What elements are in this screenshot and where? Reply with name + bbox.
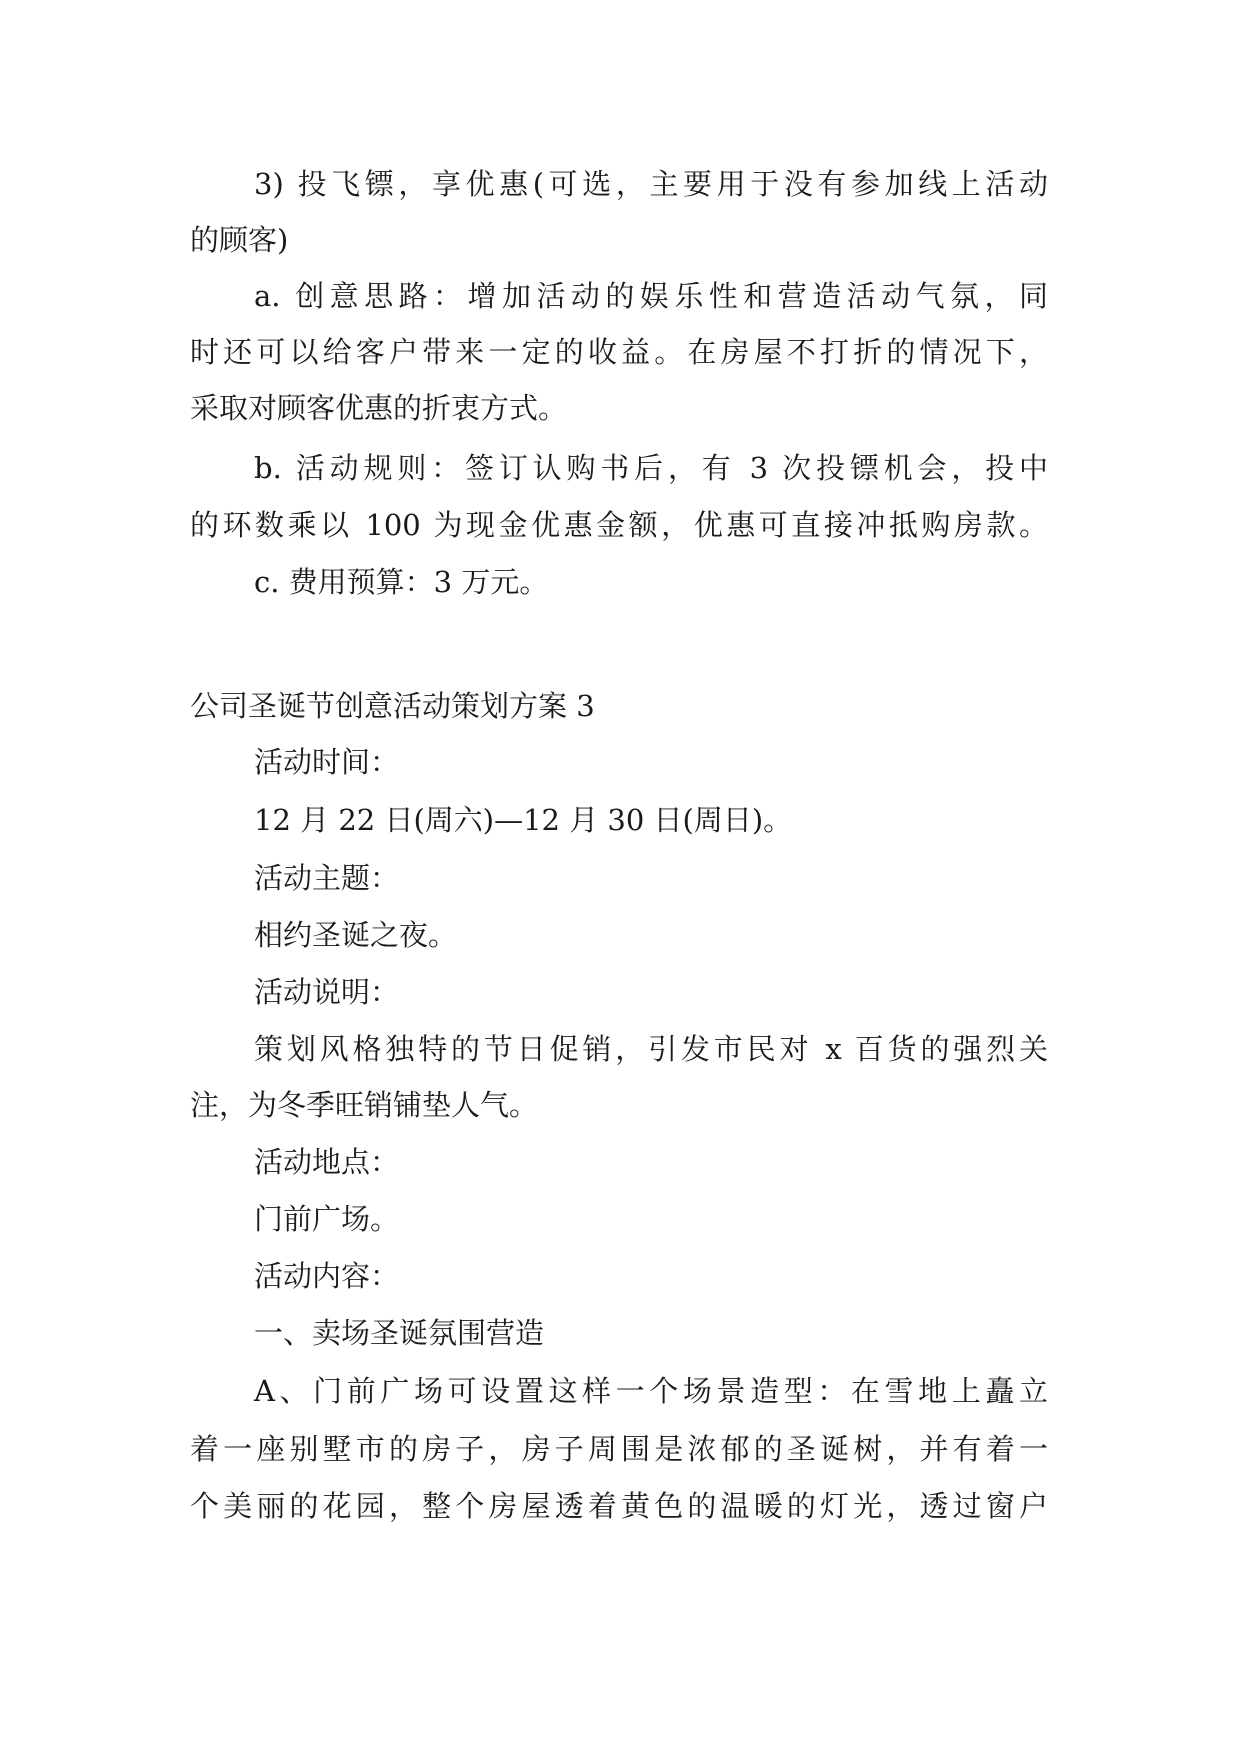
item-b-line1: b. 活动规则：签订认购书后，有 3 次投镖机会，投中 [254, 451, 1048, 485]
para-a-line1: A、门前广场可设置这样一个场景造型：在雪地上矗立 [254, 1374, 1048, 1408]
theme-label: 活动主题： [254, 861, 400, 895]
para-a-line3: 个美丽的花园，整个房屋透着黄色的温暖的灯光，透过窗户 [190, 1489, 1048, 1523]
item-c-line1: c. 费用预算：3 万元。 [254, 565, 549, 599]
desc-label: 活动说明： [254, 975, 400, 1009]
item-a-line3: 采取对顾客优惠的折衷方式。 [190, 391, 568, 425]
item3-line2: 的顾客) [190, 223, 289, 257]
para-a-line2: 着一座别墅市的房子，房子周围是浓郁的圣诞树，并有着一 [190, 1432, 1048, 1466]
desc-line1: 策划风格独特的节日促销，引发市民对 x 百货的强烈关 [254, 1032, 1048, 1066]
item-a-line2: 时还可以给客户带来一定的收益。在房屋不打折的情况下， [190, 335, 1048, 369]
heading-1: 一、卖场圣诞氛围营造 [254, 1316, 545, 1350]
place-label: 活动地点： [254, 1145, 400, 1179]
item-a-line1: a. 创意思路：增加活动的娱乐性和营造活动气氛，同 [254, 279, 1048, 313]
desc-line2: 注，为冬季旺销铺垫人气。 [190, 1088, 539, 1122]
item-b-line2: 的环数乘以 100 为现金优惠金额，优惠可直接冲抵购房款。 [190, 508, 1048, 542]
time-label: 活动时间： [254, 745, 400, 779]
section-title: 公司圣诞节创意活动策划方案 3 [190, 689, 595, 723]
item3-line1: 3) 投飞镖，享优惠(可选，主要用于没有参加线上活动 [254, 167, 1048, 201]
place-value: 门前广场。 [254, 1202, 400, 1236]
time-value: 12 月 22 日(周六)—12 月 30 日(周日)。 [254, 803, 793, 837]
theme-value: 相约圣诞之夜。 [254, 918, 458, 952]
content-label: 活动内容： [254, 1259, 400, 1293]
